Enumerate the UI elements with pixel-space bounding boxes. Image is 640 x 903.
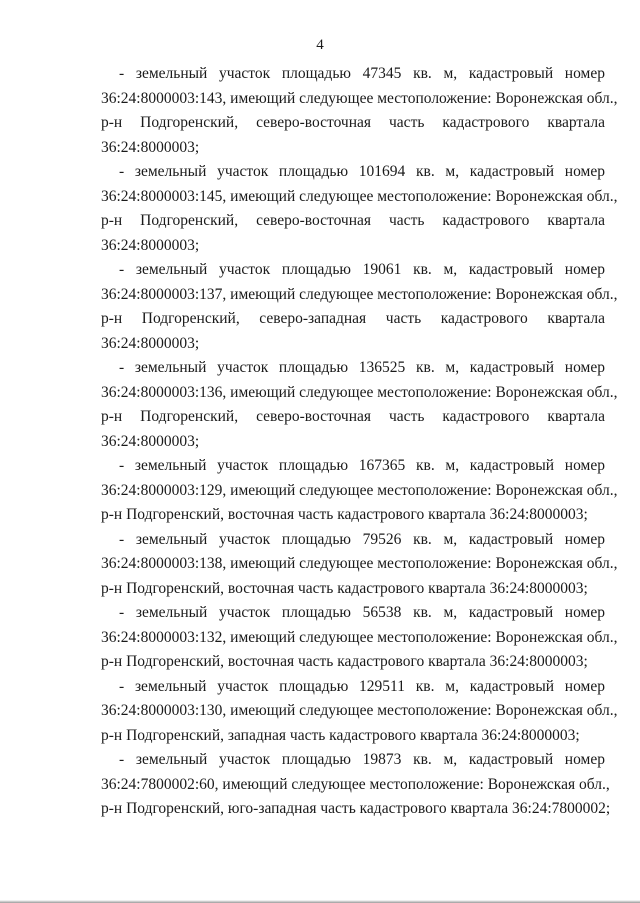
document-body <box>101 62 618 822</box>
paragraph-line: 36:24:8000003; <box>101 432 200 450</box>
paragraph-line: р-н Подгоренский, восточная часть кадастрового квартала 36:24:8000003; <box>101 653 588 670</box>
land-plot-paragraph <box>101 356 618 454</box>
paragraph-line: - земельный участок площадью 56538 кв. м, кадастровый номер <box>119 604 605 621</box>
paragraph-line: р-н Подгоренский, северо-восточная часть кадастрового квартала <box>101 114 605 131</box>
land-plot-paragraph <box>101 748 611 822</box>
paragraph-line: 36:24:8000003; <box>101 236 200 254</box>
paragraph-line: р-н Подгоренский, западная часть кадастрового квартала 36:24:8000003; <box>101 726 580 744</box>
paragraph-line: - земельный участок площадью 136525 кв. м, кадастровый номер <box>119 359 605 376</box>
paragraph-line: 36:24:8000003:132, имеющий следующее местоположение: Воронежская обл., <box>101 628 618 646</box>
land-plot-paragraph <box>101 258 618 356</box>
paragraph-line: 36:24:8000003:130, имеющий следующее местоположение: Воронежская обл., <box>101 702 618 719</box>
paragraph-line: 36:24:8000003:129, имеющий следующее местоположение: Воронежская обл., <box>101 481 618 499</box>
paragraph-line: - земельный участок площадью 19061 кв. м, кадастровый номер <box>119 261 605 278</box>
land-plot-paragraph <box>101 454 618 528</box>
paragraph-line: р-н Подгоренский, северо-восточная часть кадастрового квартала <box>101 212 605 229</box>
paragraph-line: 36:24:8000003:143, имеющий следующее местоположение: Воронежская обл., <box>101 89 618 107</box>
paragraph-line: 36:24:7800002:60, имеющий следующее местоположение: Воронежская обл., <box>101 775 610 793</box>
land-plot-paragraph <box>101 601 618 675</box>
land-plot-paragraph <box>101 160 618 258</box>
paragraph-line: - земельный участок площадью 47345 кв. м, кадастровый номер <box>119 65 605 82</box>
paragraph-line: р-н Подгоренский, юго-западная часть кадастрового квартала 36:24:7800002; <box>101 800 611 817</box>
paragraph-line: - земельный участок площадью 101694 кв. м, кадастровый номер <box>119 163 605 180</box>
paragraph-line: 36:24:8000003; <box>101 138 200 156</box>
paragraph-line: р-н Подгоренский, северо-восточная часть кадастрового квартала <box>101 408 605 425</box>
land-plot-paragraph <box>101 62 618 160</box>
paragraph-line: 36:24:8000003:138, имеющий следующее местоположение: Воронежская обл., <box>101 555 618 572</box>
paragraph-line: р-н Подгоренский, восточная часть кадастрового квартала 36:24:8000003; <box>101 579 588 597</box>
paragraph-line: - земельный участок площадью 19873 кв. м, кадастровый номер <box>119 751 605 768</box>
paragraph-line: р-н Подгоренский, восточная часть кадастрового квартала 36:24:8000003; <box>101 506 588 523</box>
land-plot-paragraph <box>101 675 618 749</box>
paragraph-line: 36:24:8000003:137, имеющий следующее местоположение: Воронежская обл., <box>101 285 618 303</box>
page-number: 4 <box>316 37 324 53</box>
paragraph-line: р-н Подгоренский, северо-западная часть кадастрового квартала <box>101 310 605 327</box>
land-plot-paragraph <box>101 528 618 602</box>
paragraph-line: - земельный участок площадью 167365 кв. м, кадастровый номер <box>119 457 605 474</box>
paragraph-line: 36:24:8000003:136, имеющий следующее местоположение: Воронежская обл., <box>101 383 618 401</box>
paragraph-line: 36:24:8000003:145, имеющий следующее местоположение: Воронежская обл., <box>101 187 618 205</box>
paragraph-line: - земельный участок площадью 129511 кв. м, кадастровый номер <box>119 677 605 695</box>
paragraph-line: - земельный участок площадью 79526 кв. м, кадастровый номер <box>119 530 605 548</box>
paragraph-line: 36:24:8000003; <box>101 334 200 352</box>
